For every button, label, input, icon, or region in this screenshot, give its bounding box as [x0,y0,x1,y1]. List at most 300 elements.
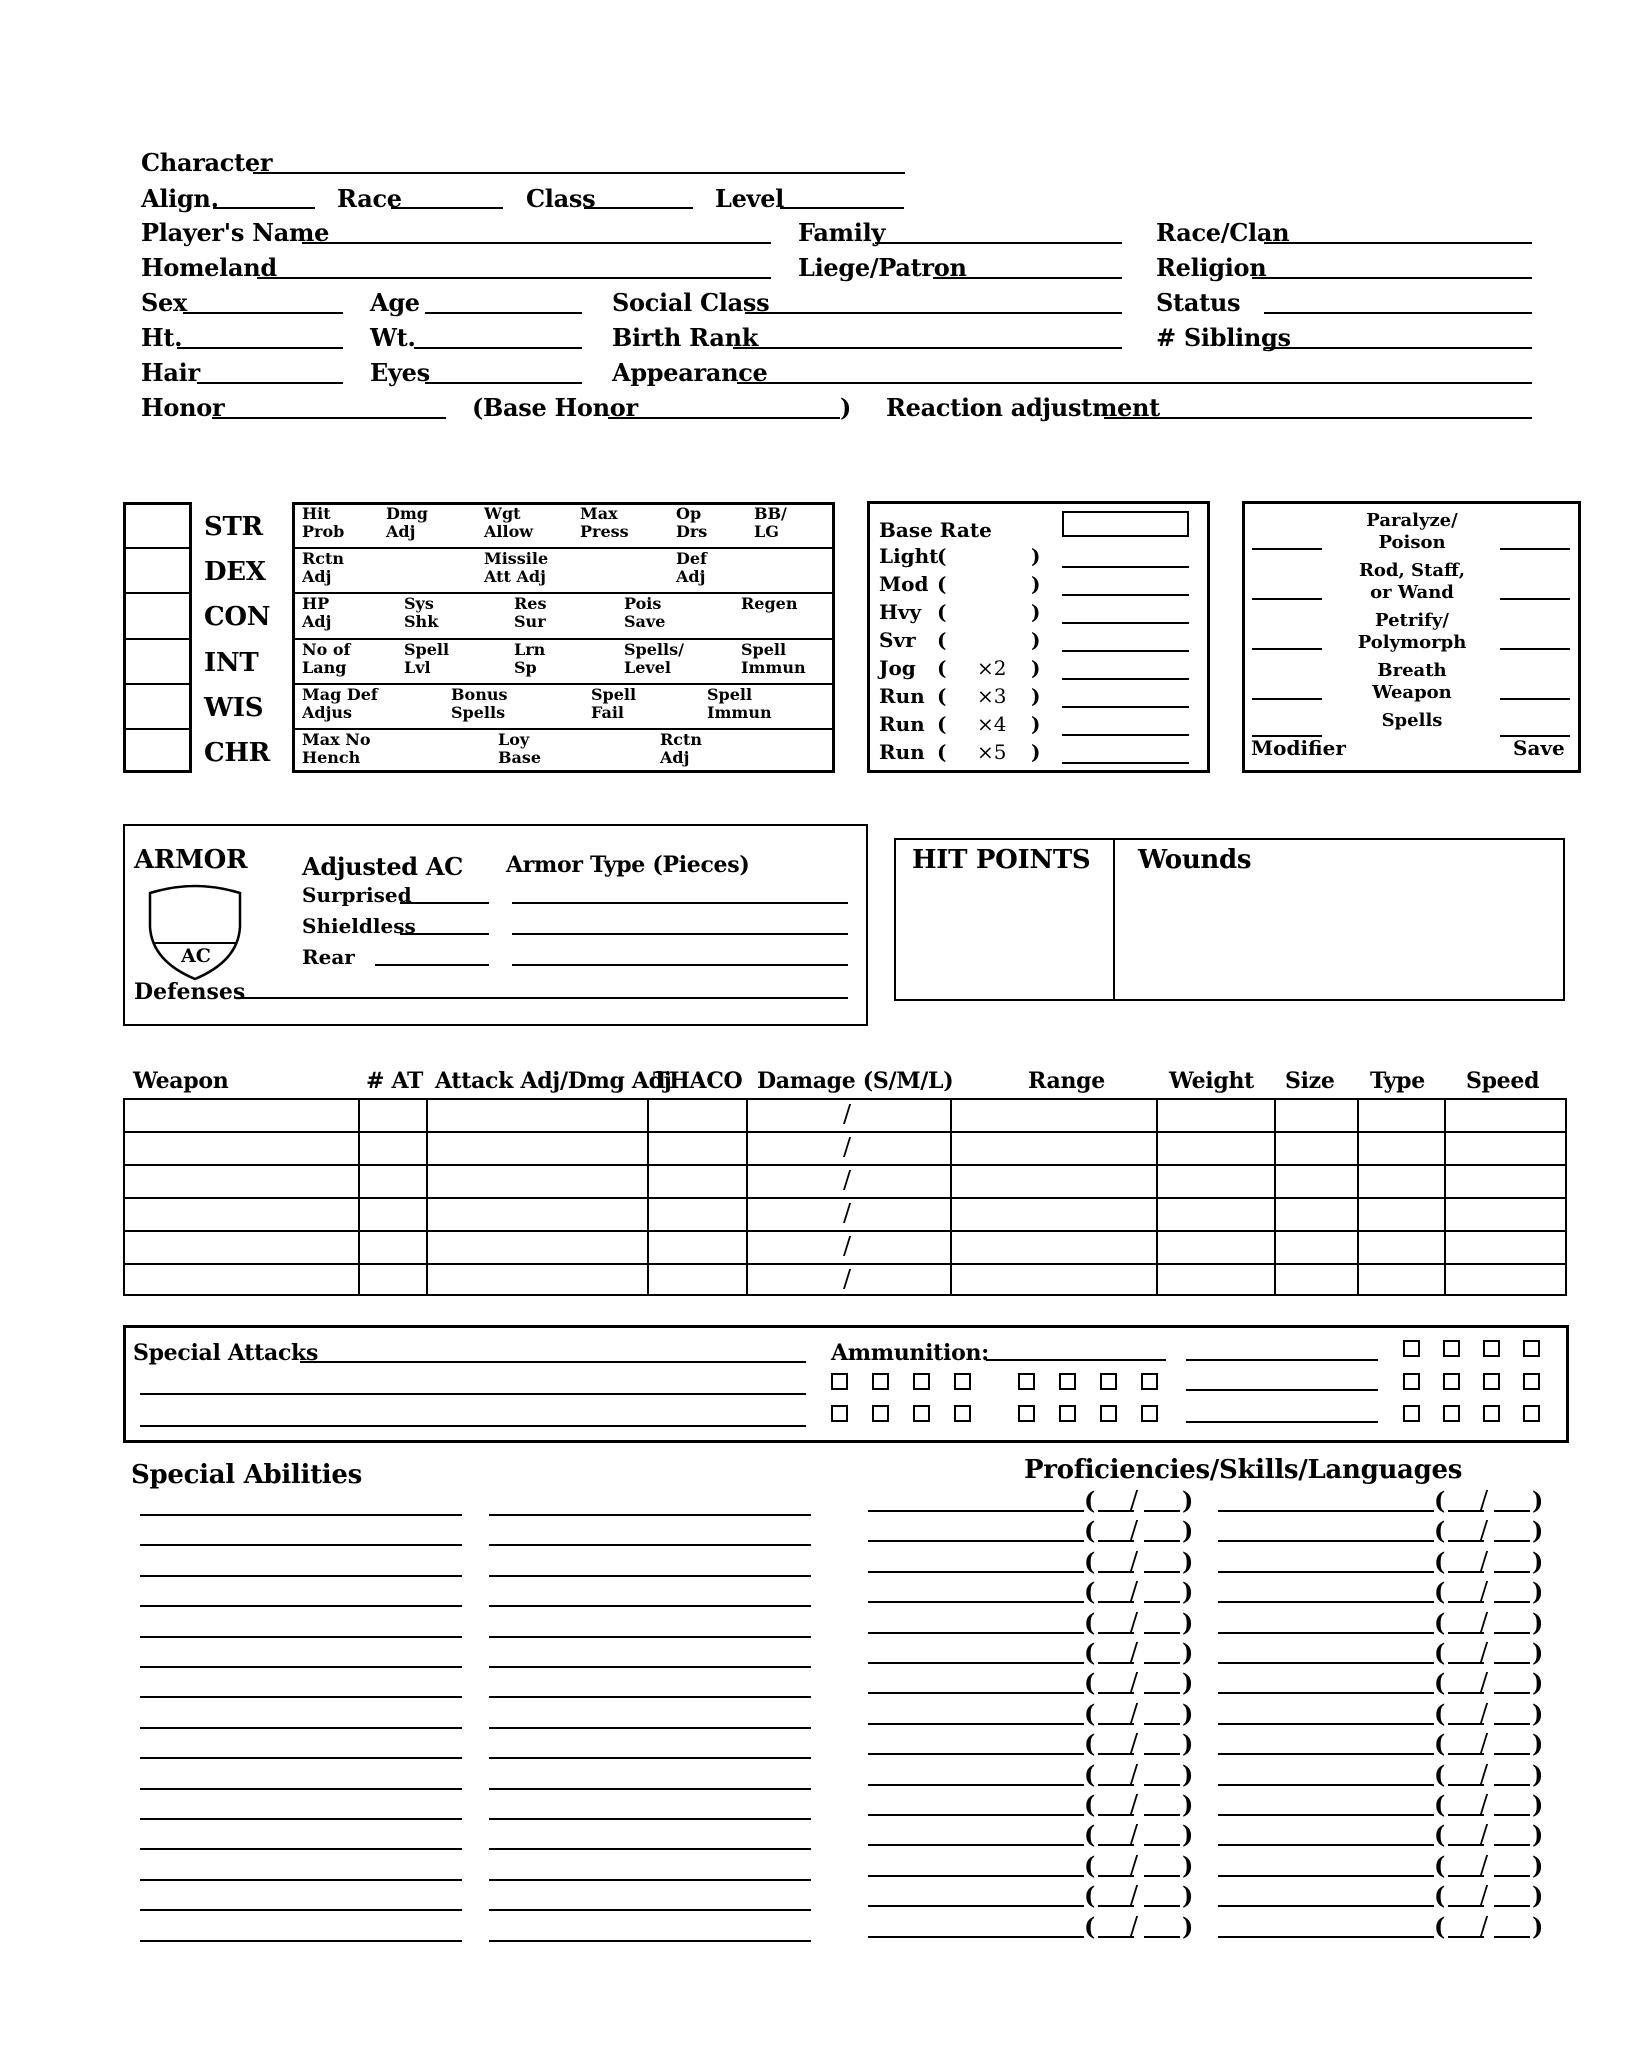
prof-close-paren: ) [1182,1638,1194,1667]
field-weapon-name[interactable] [125,1100,356,1130]
prof-open-paren: ( [1084,1820,1096,1849]
field-eyes[interactable] [425,382,582,384]
field-proficiency-slots[interactable] [1448,1571,1484,1573]
field-proficiency-check[interactable] [1494,1753,1530,1755]
save-label: Petrify/ [1375,610,1449,631]
field-proficiency-check[interactable] [1494,1814,1530,1816]
ability-box-divider [123,683,192,685]
field-special-ability[interactable] [140,1514,462,1516]
field-proficiency-check[interactable] [1494,1632,1530,1634]
field-proficiency-check[interactable] [1144,1723,1180,1725]
field-proficiency[interactable] [868,1844,1084,1846]
field-siblings[interactable] [1264,347,1532,349]
field-proficiency[interactable] [1218,1844,1434,1846]
field-homeland[interactable] [257,277,771,279]
field-rear[interactable] [375,964,489,966]
prof-close-paren: ) [1532,1851,1544,1880]
field-proficiency-slots[interactable] [1448,1936,1484,1938]
field-save-value[interactable] [1500,735,1570,737]
ability-score-dex[interactable] [126,550,189,589]
field-family[interactable] [875,242,1122,244]
label-defenses: Defenses [134,979,246,1005]
prof-open-paren: ( [1084,1638,1096,1667]
field-proficiency-check[interactable] [1494,1905,1530,1907]
field-ht[interactable] [177,347,343,349]
save-label: or Wand [1370,582,1454,603]
ammo-checkbox[interactable] [1100,1405,1117,1422]
field-proficiency[interactable] [868,1784,1084,1786]
movement-multiplier: ×3 [977,684,1007,708]
field-proficiency-check[interactable] [1144,1510,1180,1512]
field-proficiency[interactable] [1218,1601,1434,1603]
ammo-checkbox[interactable] [1403,1340,1420,1357]
prof-slash: / [1130,1608,1139,1636]
ability-score-chr[interactable] [126,731,189,770]
ammo-checkbox[interactable] [1059,1405,1076,1422]
field-special-ability[interactable] [140,1544,462,1546]
field-movement-rate[interactable] [1062,650,1189,652]
ammo-checkbox[interactable] [1403,1405,1420,1422]
ammo-checkbox[interactable] [872,1373,889,1390]
field-movement-rate[interactable] [1062,594,1189,596]
label-modifier: Modifier [1251,736,1346,760]
movement-label: Mod [879,572,929,596]
field-proficiency-slots[interactable] [1448,1510,1484,1512]
ammo-checkbox[interactable] [1523,1405,1540,1422]
field-proficiency[interactable] [1218,1571,1434,1573]
field-proficiency-slots[interactable] [1448,1784,1484,1786]
field-proficiency-slots[interactable] [1098,1632,1134,1634]
ability-col-label: Def [676,549,707,568]
save-label: Paralyze/ [1366,510,1458,531]
prof-slash: / [1480,1699,1489,1727]
label-status: Status [1156,288,1241,317]
field-base-honor[interactable] [608,417,840,419]
ammo-checkbox[interactable] [1018,1373,1035,1390]
field-special-ability[interactable] [489,1727,811,1729]
field-movement-rate[interactable] [1062,734,1189,736]
field-weapon-name[interactable] [125,1265,356,1295]
field-special-ability[interactable] [489,1666,811,1668]
field-wt[interactable] [414,347,582,349]
field-save-modifier[interactable] [1252,648,1322,650]
ability-col-label: Att Adj [484,567,546,586]
field-proficiency-check[interactable] [1494,1875,1530,1877]
field-proficiency-check[interactable] [1144,1905,1180,1907]
field-special-attacks-2[interactable] [140,1393,806,1395]
field-special-ability[interactable] [140,1727,462,1729]
field-ammo[interactable] [1186,1359,1378,1361]
label-age: Age [370,288,420,317]
movement-open-paren: ( [937,628,947,652]
field-special-ability[interactable] [140,1605,462,1607]
field-proficiency[interactable] [868,1936,1084,1938]
ammo-checkbox[interactable] [1141,1373,1158,1390]
field-save-modifier[interactable] [1252,598,1322,600]
ammo-checkbox[interactable] [1483,1405,1500,1422]
field-proficiency-check[interactable] [1144,1936,1180,1938]
field-proficiency[interactable] [868,1692,1084,1694]
prof-open-paren: ( [1084,1608,1096,1637]
field-save-modifier[interactable] [1252,698,1322,700]
field-proficiency-slots[interactable] [1098,1723,1134,1725]
field-special-ability[interactable] [140,1818,462,1820]
field-proficiency-slots[interactable] [1098,1510,1134,1512]
field-proficiency-slots[interactable] [1098,1540,1134,1542]
field-special-ability[interactable] [140,1696,462,1698]
field-movement-rate[interactable] [1062,706,1189,708]
field-proficiency[interactable] [1218,1753,1434,1755]
field-special-ability[interactable] [489,1909,811,1911]
field-proficiency-slots[interactable] [1448,1723,1484,1725]
movement-open-paren: ( [937,740,947,764]
save-label: Rod, Staff, [1358,560,1466,581]
field-special-ability[interactable] [140,1666,462,1668]
field-proficiency-slots[interactable] [1098,1784,1134,1786]
field-special-ability[interactable] [489,1788,811,1790]
field-special-ability[interactable] [140,1909,462,1911]
field-level[interactable] [780,207,904,209]
field-proficiency-check[interactable] [1144,1875,1180,1877]
ability-col-label: No of [302,640,351,659]
field-proficiency-slots[interactable] [1448,1905,1484,1907]
prof-close-paren: ) [1182,1912,1194,1941]
field-proficiency-slots[interactable] [1098,1753,1134,1755]
field-race-clan[interactable] [1264,242,1532,244]
ability-col-label: Adj [676,567,706,586]
field-special-ability[interactable] [140,1757,462,1759]
ammo-checkbox[interactable] [1443,1340,1460,1357]
field-save-value[interactable] [1500,698,1570,700]
field-special-ability[interactable] [489,1636,811,1638]
field-proficiency-slots[interactable] [1448,1814,1484,1816]
field-proficiency[interactable] [1218,1784,1434,1786]
field-special-ability[interactable] [140,1848,462,1850]
label-rear: Rear [302,945,355,969]
field-proficiency-check[interactable] [1494,1510,1530,1512]
prof-slash: / [1480,1577,1489,1605]
field-proficiency-slots[interactable] [1098,1662,1134,1664]
prof-slash: / [1130,1881,1139,1909]
field-proficiency-check[interactable] [1144,1571,1180,1573]
movement-label: Jog [879,656,916,680]
field-armor-type-1[interactable] [512,902,848,904]
field-movement-rate[interactable] [1062,566,1189,568]
field-proficiency-slots[interactable] [1448,1632,1484,1634]
ability-score-int[interactable] [126,641,189,680]
prof-slash: / [1480,1729,1489,1757]
field-proficiency-slots[interactable] [1098,1936,1134,1938]
field-save-value[interactable] [1500,548,1570,550]
ammo-checkbox[interactable] [1059,1373,1076,1390]
field-defenses[interactable] [236,997,848,999]
field-ammo[interactable] [1186,1421,1378,1423]
field-proficiency[interactable] [1218,1723,1434,1725]
field-special-ability[interactable] [140,1636,462,1638]
field-proficiency[interactable] [868,1814,1084,1816]
field-status[interactable] [1264,312,1532,314]
prof-open-paren: ( [1084,1577,1096,1606]
field-special-ability[interactable] [140,1879,462,1881]
field-movement-rate[interactable] [1062,762,1189,764]
field-proficiency[interactable] [868,1753,1084,1755]
field-proficiency-slots[interactable] [1448,1753,1484,1755]
movement-label: Run [879,712,925,736]
field-special-ability[interactable] [489,1696,811,1698]
movement-close-paren: ) [1031,684,1041,708]
ability-box-divider [123,547,192,549]
ability-box-divider [123,728,192,730]
field-proficiency-check[interactable] [1494,1723,1530,1725]
ammo-checkbox[interactable] [1403,1373,1420,1390]
save-label: Breath [1377,660,1447,681]
field-movement-rate[interactable] [1062,622,1189,624]
field-proficiency-slots[interactable] [1448,1875,1484,1877]
field-special-ability[interactable] [140,1940,462,1942]
field-special-ability[interactable] [489,1514,811,1516]
prof-close-paren: ) [1182,1486,1194,1515]
field-race[interactable] [391,207,503,209]
field-proficiency[interactable] [868,1601,1084,1603]
ammo-checkbox[interactable] [1018,1405,1035,1422]
field-proficiency[interactable] [868,1723,1084,1725]
field-proficiency-check[interactable] [1494,1662,1530,1664]
field-proficiency-check[interactable] [1494,1601,1530,1603]
prof-close-paren: ) [1532,1729,1544,1758]
ammo-checkbox[interactable] [954,1405,971,1422]
field-proficiency-slots[interactable] [1098,1875,1134,1877]
damage-slash: / [843,1265,852,1293]
field-proficiency-check[interactable] [1494,1571,1530,1573]
field-wounds[interactable] [1116,874,1562,998]
prof-open-paren: ( [1084,1790,1096,1819]
field-proficiency[interactable] [868,1905,1084,1907]
field-proficiency-check[interactable] [1144,1601,1180,1603]
field-proficiency-slots[interactable] [1098,1692,1134,1694]
ammo-checkbox[interactable] [1483,1340,1500,1357]
field-special-ability[interactable] [489,1544,811,1546]
prof-slash: / [1480,1668,1489,1696]
label-religion: Religion [1156,253,1267,282]
ammo-checkbox[interactable] [1443,1373,1460,1390]
field-proficiency[interactable] [1218,1540,1434,1542]
field-weapon-name[interactable] [125,1232,356,1262]
field-special-attacks-1[interactable] [300,1361,806,1363]
field-reaction-adjustment[interactable] [1104,417,1532,419]
prof-slash: / [1130,1820,1139,1848]
ability-box-divider [123,592,192,594]
field-proficiency-check[interactable] [1144,1753,1180,1755]
field-special-ability[interactable] [489,1575,811,1577]
field-proficiency-slots[interactable] [1098,1601,1134,1603]
prof-slash: / [1130,1790,1139,1818]
damage-slash: / [843,1166,852,1194]
prof-open-paren: ( [1434,1547,1446,1576]
ammo-checkbox[interactable] [831,1373,848,1390]
wounds-title: Wounds [1138,845,1252,875]
ammo-checkbox[interactable] [1523,1373,1540,1390]
field-save-value[interactable] [1500,598,1570,600]
field-special-ability[interactable] [489,1605,811,1607]
field-proficiency-slots[interactable] [1098,1905,1134,1907]
prof-open-paren: ( [1434,1760,1446,1789]
prof-open-paren: ( [1434,1516,1446,1545]
field-special-attacks-3[interactable] [140,1425,806,1427]
movement-open-paren: ( [937,572,947,596]
ability-score-str[interactable] [126,505,189,544]
ability-col-label: Pois [624,594,662,613]
field-liege-patron[interactable] [933,277,1122,279]
field-proficiency[interactable] [868,1875,1084,1877]
ability-col-label: Adj [660,748,690,767]
prof-open-paren: ( [1434,1577,1446,1606]
ability-col-label: Adj [302,567,332,586]
field-special-ability[interactable] [489,1848,811,1850]
ammo-checkbox[interactable] [913,1405,930,1422]
armor-title: ARMOR [134,845,248,875]
field-movement-rate[interactable] [1062,678,1189,680]
ability-col-label: Spells/ [624,640,684,659]
field-proficiency[interactable] [1218,1814,1434,1816]
ability-score-con[interactable] [126,595,189,634]
field-age[interactable] [425,312,582,314]
label-race-clan: Race/Clan [1156,218,1290,247]
field-proficiency-check[interactable] [1144,1662,1180,1664]
field-proficiency-check[interactable] [1144,1540,1180,1542]
ammo-checkbox[interactable] [1483,1373,1500,1390]
ability-name-str: STR [204,512,263,542]
ammo-checkbox[interactable] [1141,1405,1158,1422]
field-armor-type-3[interactable] [512,964,848,966]
field-proficiency[interactable] [868,1632,1084,1634]
field-proficiency-slots[interactable] [1098,1844,1134,1846]
field-appearance[interactable] [737,382,1532,384]
field-proficiency[interactable] [1218,1905,1434,1907]
field-special-ability[interactable] [489,1940,811,1942]
field-shieldless[interactable] [400,933,489,935]
field-proficiency[interactable] [1218,1632,1434,1634]
field-proficiency[interactable] [1218,1662,1434,1664]
field-proficiency[interactable] [1218,1936,1434,1938]
weapon-header: Size [1285,1068,1335,1094]
field-armor-type-2[interactable] [512,933,848,935]
field-proficiency-slots[interactable] [1098,1814,1134,1816]
field-proficiency-check[interactable] [1494,1692,1530,1694]
field-proficiency[interactable] [1218,1510,1434,1512]
field-character[interactable] [253,172,905,174]
field-social-class[interactable] [745,312,1122,314]
field-save-modifier[interactable] [1252,548,1322,550]
ability-col-label: Op [676,504,702,523]
label-character: Character [141,148,273,177]
field-honor[interactable] [212,417,446,419]
prof-open-paren: ( [1434,1668,1446,1697]
field-proficiency-slots[interactable] [1448,1540,1484,1542]
field-proficiency-slots[interactable] [1448,1662,1484,1664]
ammo-checkbox[interactable] [1443,1405,1460,1422]
field-align[interactable] [213,207,315,209]
field-class[interactable] [584,207,693,209]
field-proficiency[interactable] [1218,1875,1434,1877]
field-proficiency[interactable] [1218,1692,1434,1694]
ammo-checkbox[interactable] [1100,1373,1117,1390]
prof-slash: / [1130,1668,1139,1696]
ability-col-label: Press [580,522,629,541]
field-ammo[interactable] [1186,1389,1378,1391]
field-proficiency-slots[interactable] [1448,1844,1484,1846]
prof-close-paren: ) [1532,1608,1544,1637]
field-proficiency-check[interactable] [1144,1692,1180,1694]
field-proficiency[interactable] [868,1540,1084,1542]
field-proficiency-check[interactable] [1144,1844,1180,1846]
field-proficiency[interactable] [868,1510,1084,1512]
field-proficiency-check[interactable] [1494,1540,1530,1542]
field-proficiency-check[interactable] [1144,1784,1180,1786]
field-players-name[interactable] [302,242,771,244]
prof-close-paren: ) [1182,1820,1194,1849]
ammo-checkbox[interactable] [913,1373,930,1390]
prof-slash: / [1130,1729,1139,1757]
field-hit-points[interactable] [897,874,1111,998]
field-proficiency-slots[interactable] [1098,1571,1134,1573]
damage-slash: / [843,1100,852,1128]
field-sex[interactable] [183,312,343,314]
ammo-checkbox[interactable] [1523,1340,1540,1357]
field-proficiency-check[interactable] [1494,1844,1530,1846]
field-religion[interactable] [1252,277,1532,279]
field-proficiency[interactable] [868,1662,1084,1664]
field-weapon-name[interactable] [125,1166,356,1196]
field-weapon-name[interactable] [125,1133,356,1163]
field-proficiency-slots[interactable] [1448,1692,1484,1694]
field-surprised[interactable] [400,902,489,904]
field-proficiency-check[interactable] [1144,1814,1180,1816]
ability-name-wis: WIS [204,693,264,723]
ammo-checkbox[interactable] [831,1405,848,1422]
ability-score-wis[interactable] [126,686,189,725]
field-proficiency-check[interactable] [1494,1936,1530,1938]
field-proficiency-check[interactable] [1494,1784,1530,1786]
prof-close-paren: ) [1532,1881,1544,1910]
field-special-ability[interactable] [489,1757,811,1759]
field-save-modifier[interactable] [1252,735,1322,737]
field-weapon-name[interactable] [125,1199,356,1229]
field-special-ability[interactable] [140,1575,462,1577]
field-save-value[interactable] [1500,648,1570,650]
field-proficiency[interactable] [868,1571,1084,1573]
label-honor: Honor [141,393,225,422]
prof-open-paren: ( [1084,1760,1096,1789]
prof-close-paren: ) [1182,1729,1194,1758]
field-birth-rank[interactable] [733,347,1122,349]
ammo-checkbox[interactable] [872,1405,889,1422]
field-special-ability[interactable] [489,1818,811,1820]
field-special-ability[interactable] [140,1788,462,1790]
prof-slash: / [1130,1547,1139,1575]
field-base-rate[interactable] [1062,511,1189,537]
prof-open-paren: ( [1084,1729,1096,1758]
field-proficiency-slots[interactable] [1448,1601,1484,1603]
field-hair[interactable] [197,382,343,384]
prof-close-paren: ) [1182,1516,1194,1545]
field-proficiency-check[interactable] [1144,1632,1180,1634]
ammo-checkbox[interactable] [954,1373,971,1390]
field-special-ability[interactable] [489,1879,811,1881]
prof-close-paren: ) [1182,1577,1194,1606]
prof-close-paren: ) [1182,1699,1194,1728]
field-ammunition[interactable] [986,1359,1166,1361]
ability-box-divider [123,638,192,640]
